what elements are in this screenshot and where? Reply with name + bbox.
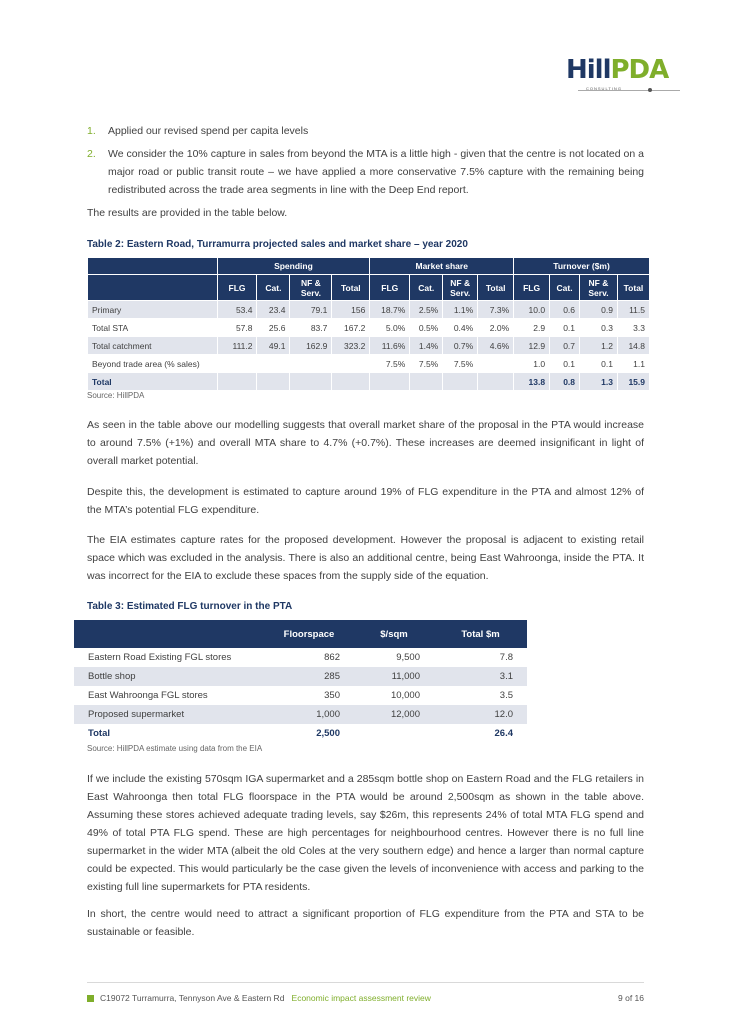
- table2-blank-header: [88, 258, 218, 275]
- row-label: Bottle shop: [74, 667, 264, 686]
- table2-group-row: [88, 258, 650, 275]
- logo-wordmark: HillPDA: [566, 55, 669, 85]
- footer-doc-title: Economic impact assessment review: [291, 993, 431, 1003]
- table3-source: Source: HillPDA estimate using data from the EIA: [87, 744, 263, 753]
- cell: 18.7%: [370, 301, 410, 319]
- cell: 3.1: [434, 667, 527, 686]
- table2-source: Source: HillPDA: [87, 391, 145, 400]
- row-label: Total catchment: [88, 337, 218, 355]
- footer-rule: [87, 982, 644, 983]
- cell: 162.9: [290, 337, 332, 355]
- table2-title: Table 2: Eastern Road, Turramurra projected sales and market share – year 2020: [87, 239, 468, 250]
- cell: 0.7%: [443, 337, 478, 355]
- cell: 25.6: [257, 319, 290, 337]
- group-turnover: Turnover ($m): [514, 258, 650, 275]
- table3-title: Table 3: Estimated FLG turnover in the PTA: [87, 601, 293, 612]
- col-header: NF & Serv.: [443, 275, 478, 301]
- row-label: Eastern Road Existing FGL stores: [88, 652, 232, 663]
- col-header: Total: [617, 275, 649, 301]
- paragraph: Despite this, the development is estimated to capture around 19% of FLG expenditure in the PTA and almost 12% of the MTA’s potential FLG expenditure.: [87, 486, 644, 516]
- cell: 0.7: [550, 337, 580, 355]
- table-row: [74, 648, 527, 667]
- steps-list: [87, 122, 644, 204]
- col-header-floorspace: Floorspace: [264, 620, 354, 648]
- cell: [290, 373, 332, 391]
- footer-square-icon: [87, 995, 94, 1002]
- cell: [257, 373, 290, 391]
- sales-market-share-table: [87, 257, 650, 391]
- cell: 1.3: [580, 373, 618, 391]
- row-label: Primary: [88, 301, 218, 319]
- cell: 10,000: [390, 690, 420, 701]
- cell: [332, 373, 370, 391]
- group-spending: Spending: [217, 258, 370, 275]
- cell: 23.4: [257, 301, 290, 319]
- cell: 3.5: [499, 690, 513, 701]
- cell: [354, 724, 434, 743]
- row-label: Total: [88, 373, 218, 391]
- cell: [257, 355, 290, 373]
- table-total-row: [74, 724, 527, 743]
- col-header: NF & Serv.: [580, 275, 618, 301]
- cell: [217, 373, 257, 391]
- cell: 11.5: [617, 301, 649, 319]
- hillpda-logo: [566, 56, 682, 96]
- cell: 57.8: [217, 319, 257, 337]
- cell: 7.3%: [478, 301, 514, 319]
- cell: 49.1: [257, 337, 290, 355]
- cell: 7.5%: [370, 355, 410, 373]
- cell: [478, 373, 514, 391]
- col-header: Cat.: [550, 275, 580, 301]
- table3-header-row: [74, 620, 527, 648]
- col-header: Total: [478, 275, 514, 301]
- cell: 7.5%: [443, 355, 478, 373]
- col-header-total: Total $m: [434, 620, 527, 648]
- cell: [217, 355, 257, 373]
- cell: 83.7: [290, 319, 332, 337]
- cell: 11,000: [354, 667, 434, 686]
- col-header: Total: [332, 275, 370, 301]
- cell: 79.1: [290, 301, 332, 319]
- footer-ref: C19072 Turramurra, Tennyson Ave & Eastern Rd: [100, 993, 285, 1003]
- row-label: Total STA: [88, 319, 218, 337]
- paragraph: If we include the existing 570sqm IGA supermarket and a 285sqm bottle shop on Eastern Road and the FLG retailers in East Wahroonga then total FLG floorspace in the PTA would be around 2,500sqm as shown in the table above. Assuming these stores achieved adequate trading levels, say $26m, this represents 24% of total MTA FLG spend and 49% of total PTA FLG spend. These are high percentages for neighbourhood centres. However there is no full line supermarket in the wider MTA (albeit the old Coles at the very southern edge) and hence a larger than normal capture could be expected. This would particularly be the case given the levels of inconvenience with access and parking to the existing full line supermarkets for PTA residents.: [87, 773, 644, 893]
- col-header: Cat.: [257, 275, 290, 301]
- cell: 0.4%: [443, 319, 478, 337]
- cell: 0.8: [550, 373, 580, 391]
- cell: 7.8: [499, 652, 513, 663]
- results-intro: The results are provided in the table below.: [87, 207, 288, 219]
- logo-subtitle: CONSULTING: [586, 86, 622, 91]
- cell: 0.1: [580, 355, 618, 373]
- cell: 111.2: [217, 337, 257, 355]
- cell: 2.5%: [410, 301, 443, 319]
- cell: 13.8: [514, 373, 550, 391]
- cell: 9,500: [396, 652, 420, 663]
- cell: 167.2: [332, 319, 370, 337]
- cell: 0.9: [580, 301, 618, 319]
- step-item: 1. Applied our revised spend per capita levels: [87, 125, 309, 137]
- cell: 862: [324, 652, 340, 663]
- paragraph: The EIA estimates capture rates for the proposed development. However the proposal is adjacent to existing retail space which was excluded in the analysis. There is also an additional centre, being East Wahroonga, inside the PTA. It was incorrect for the EIA to exclude these spaces from the supply side of the equation.: [87, 534, 644, 582]
- cell: 12,000: [354, 705, 434, 724]
- page-number: 9 of 16: [618, 993, 644, 1003]
- step-item: 2. We consider the 10% capture in sales from beyond the MTA is a little high - given that the centre is not located on a major road or public transit route – we have applied a more conservative 7.5% capture with the remaining being redistributed across the trade area segments in line with the Deep End report.: [87, 148, 644, 196]
- cell: 1.2: [580, 337, 618, 355]
- col-header: FLG: [370, 275, 410, 301]
- cell: 0.1: [550, 355, 580, 373]
- cell: 3.3: [617, 319, 649, 337]
- cell: 156: [332, 301, 370, 319]
- table-row: [74, 667, 527, 686]
- cell: 1.0: [514, 355, 550, 373]
- cell: [443, 373, 478, 391]
- table2-col-row: [88, 275, 650, 301]
- cell: 0.3: [580, 319, 618, 337]
- logo-dot: [648, 88, 652, 92]
- cell: 12.9: [514, 337, 550, 355]
- row-label: Proposed supermarket: [74, 705, 264, 724]
- table3-blank-header: [74, 620, 264, 648]
- cell: 10.0: [514, 301, 550, 319]
- cell: [332, 355, 370, 373]
- cell: 285: [264, 667, 354, 686]
- cell: 12.0: [434, 705, 527, 724]
- cell: 0.6: [550, 301, 580, 319]
- cell: 0.5%: [410, 319, 443, 337]
- col-header: Cat.: [410, 275, 443, 301]
- page-footer: [87, 993, 644, 1003]
- cell: 2.0%: [478, 319, 514, 337]
- table-row: [88, 301, 650, 319]
- cell: 1.4%: [410, 337, 443, 355]
- cell: [410, 373, 443, 391]
- cell: 1.1: [617, 355, 649, 373]
- group-market-share: Market share: [370, 258, 514, 275]
- table-row: [88, 337, 650, 355]
- col-header: NF & Serv.: [290, 275, 332, 301]
- row-label: East Wahroonga FGL stores: [88, 690, 208, 701]
- cell: 1.1%: [443, 301, 478, 319]
- col-header: FLG: [514, 275, 550, 301]
- table-row: [88, 355, 650, 373]
- col-header-per-sqm: $/sqm: [354, 620, 434, 648]
- cell: [478, 355, 514, 373]
- row-label: Beyond trade area (% sales): [88, 355, 218, 373]
- table-total-row: [88, 373, 650, 391]
- table-row: [88, 319, 650, 337]
- cell: [290, 355, 332, 373]
- paragraph: In short, the centre would need to attract a significant proportion of FLG expenditure from the PTA and STA to be sustainable or feasible.: [87, 908, 644, 938]
- cell: 14.8: [617, 337, 649, 355]
- table2-blank-header: [88, 275, 218, 301]
- cell: [370, 373, 410, 391]
- cell: 2.9: [514, 319, 550, 337]
- cell: 7.5%: [410, 355, 443, 373]
- cell: 4.6%: [478, 337, 514, 355]
- cell: 11.6%: [370, 337, 410, 355]
- row-label: Total: [88, 728, 110, 739]
- cell: 5.0%: [370, 319, 410, 337]
- cell: 53.4: [217, 301, 257, 319]
- cell: 323.2: [332, 337, 370, 355]
- col-header: FLG: [217, 275, 257, 301]
- cell: 26.4: [494, 728, 513, 739]
- table-row: [74, 686, 527, 705]
- cell: 350: [324, 690, 340, 701]
- paragraph: As seen in the table above our modelling suggests that overall market share of the proposal in the PTA would increase to around 7.5% (+1%) and overall MTA share to 4.7% (+0.7%). These increases are deemed insignificant in light of overall market potential.: [87, 419, 644, 467]
- cell: 1,000: [264, 705, 354, 724]
- flg-turnover-table: [74, 620, 527, 743]
- table-row: [74, 705, 527, 724]
- cell: 0.1: [550, 319, 580, 337]
- cell: 15.9: [617, 373, 649, 391]
- cell: 2,500: [316, 728, 340, 739]
